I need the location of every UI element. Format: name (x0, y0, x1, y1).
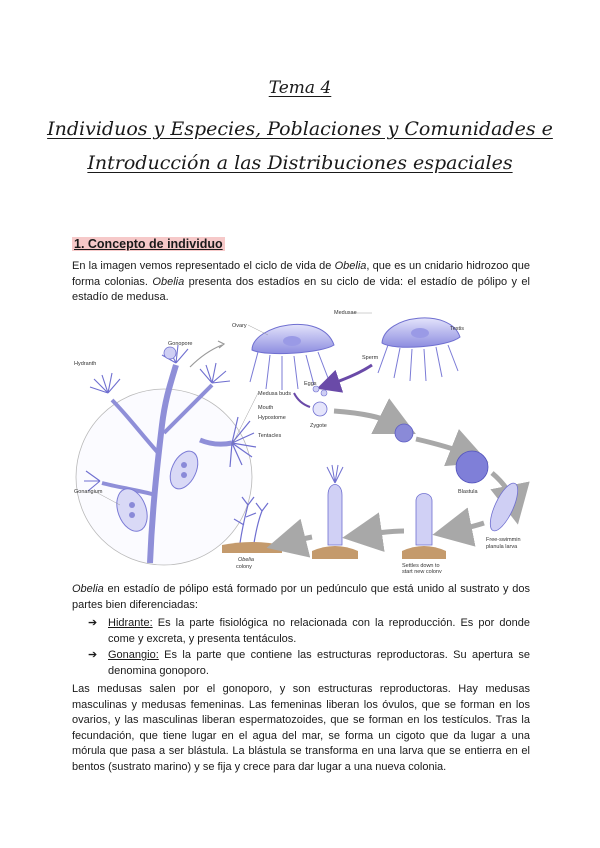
title-block (0, 78, 600, 180)
label-free-planula-1: Free-swimmin (486, 537, 521, 543)
medusas-paragraph: Las medusas salen por el gonoporo, y son estructuras reproductoras. Hay medusas masculinas y medusas femeninas. Las femeninas liberan los óvulos, que se forman en los ovarios, y las masculinas liberan espermatozoides, que se forman en los testículos. Tras la fecundación, que tiene lugar en el agua del mar, se forma un cigoto que da lugar a una mórula que pasa a ser blástula. La blástula se transforma en una larva que se entierra en el bentos (sustrato marino) y se fija y crece para dar lugar a una nueva colonia. (72, 683, 530, 773)
label-eggs: Eggs (304, 381, 317, 387)
label-sperm: Sperm (362, 355, 379, 361)
cleavage-stage (395, 424, 413, 442)
label-obelia-colony-1: Obelia (238, 557, 254, 563)
tema-title: Tema 4 (268, 78, 332, 98)
label-testis: Testis (450, 326, 465, 332)
obelia-life-cycle-figure (72, 305, 532, 573)
main-title-line1: Individuos y Especies, Poblaciones y Comunidades e (47, 118, 553, 140)
intro-s2: , que es un cnidario hidrozoo que forma colonias. (72, 260, 530, 288)
bullet-text: Es la parte que contiene las estructuras reproductoras. Su apertura se denomina gonoporo. (108, 649, 530, 677)
bullet-gonangio (88, 648, 530, 679)
bullet-hidrante (88, 616, 530, 647)
female-medusa (250, 324, 334, 390)
label-mouth: Mouth (258, 405, 274, 411)
label-blastula: Blastula (458, 489, 478, 495)
polyp-obelia: Obelia (72, 583, 104, 595)
label-hydranth: Hydranth (74, 361, 97, 367)
settled-polyp (416, 494, 432, 546)
label-gonopore: Gonopore (168, 341, 193, 347)
male-medusa (378, 318, 460, 381)
intro-s3: presenta dos estadíos en su ciclo de vida: el estadío de pólipo y el estadío de medusa. (72, 275, 530, 303)
bullet-term: Hidrante: (108, 617, 153, 629)
label-free-planula-2: planula larva (486, 544, 518, 550)
label-gonangium: Gonangium (74, 489, 103, 495)
blastula-shape (456, 451, 488, 483)
bullet-term: Gonangio: (108, 649, 159, 661)
label-tentacles: Tentacles (258, 433, 282, 439)
label-zygote: Zygote (310, 423, 327, 429)
label-medusae: Medusae (334, 310, 357, 316)
arrow-icon: ➔ (88, 617, 98, 629)
intro-paragraph (72, 259, 530, 306)
label-settles-1: Settles down to (402, 563, 440, 569)
label-settles-2: start new colony (402, 569, 442, 573)
section-heading: 1. Concepto de individuo (74, 237, 223, 251)
arrow-icon: ➔ (88, 649, 98, 661)
polyp-paragraph (72, 582, 530, 613)
label-ovary: Ovary (232, 323, 247, 329)
polyp-text: en estadío de pólipo está formado por un pedúnculo que está unido al sustrato y dos partes bien diferenciadas: (72, 583, 530, 611)
intro-obelia-2: Obelia (152, 275, 185, 288)
intro-obelia-1: Obelia (334, 260, 367, 272)
young-colony (328, 485, 342, 546)
bullet-text: Es la parte fisiológica no relacionada con la reproducción. Es por donde come y excreta, y presenta tentáculos. (108, 617, 530, 645)
main-title-line2: Introducción a las Distribuciones espaciales (87, 152, 513, 174)
label-hypostome: Hypostome (258, 415, 286, 421)
zygote-shape (313, 402, 327, 416)
label-medusa-buds: Medusa buds (258, 391, 292, 397)
intro-s1: En la imagen vemos representado el ciclo de vida de (72, 260, 335, 272)
colony-substrate (222, 542, 282, 553)
label-obelia-colony-2: colony (236, 564, 252, 570)
